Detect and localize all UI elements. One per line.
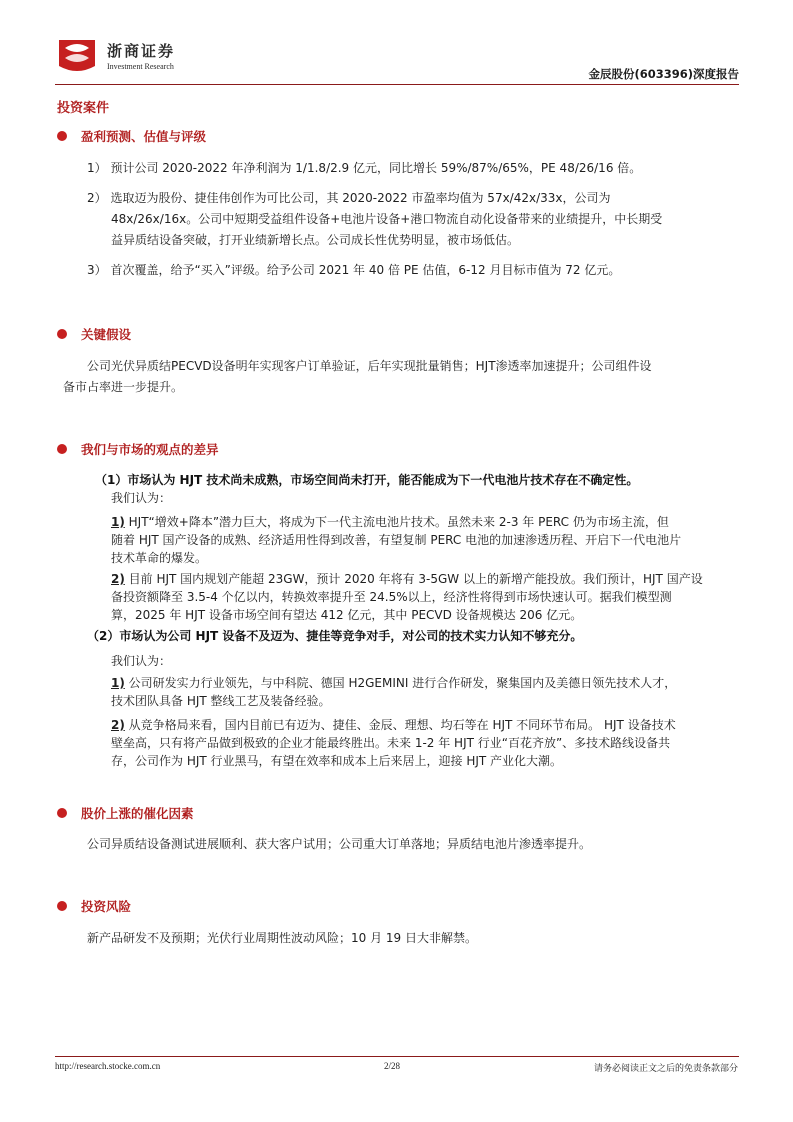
assumptions-heading	[57, 325, 131, 343]
earnings-item-2-line-2: 48x/26x/16x。公司中短期受益组件设备+电池片设备+港口物流自动化设备带来的业绩提升，中长期受	[111, 212, 663, 226]
view-1b-line-1: 2) 目前 HJT 国内规划产能超 23GW，预计 2020 年将有 3-5GW 以上的新增产能投放。我们预计，HJT 国产设	[111, 572, 703, 586]
view-2b-line-1: 2) 从竞争格局来看，国内目前已有迈为、捷佳、金辰、理想、均石等在 HJT 不同环节布局。 HJT 设备技术	[111, 718, 676, 732]
bullet-icon	[57, 901, 67, 911]
earnings-heading-text: 盈利预测、估值与评级	[81, 129, 207, 144]
bullet-icon	[57, 808, 67, 818]
logo-emblem-icon	[55, 36, 99, 76]
footer-divider	[55, 1056, 739, 1057]
assumptions-line-2: 备市占率进一步提升。	[63, 380, 184, 394]
earnings-heading	[57, 127, 206, 145]
page-header	[55, 34, 739, 84]
bullet-icon	[57, 444, 67, 454]
view-2a-line-1: 1) 公司研发实力行业领先，与中科院、德国 H2GEMINI 进行合作研发，聚集国内及美德日领先技术人才，	[111, 676, 677, 690]
catalysts-heading-text: 股价上涨的催化因素	[81, 806, 194, 821]
view-1b-line-3: 算，2025 年 HJT 设备市场空间有望达 412 亿元，其中 PECVD 设备规模达 206 亿元。	[111, 608, 583, 622]
assumptions-heading-text: 关键假设	[81, 327, 132, 342]
earnings-item-3: 3） 首次覆盖，给予“买入”评级。给予公司 2021 年 40 倍 PE 估值，6-12 月目标市值为 72 亿元。	[87, 263, 621, 277]
view-2b-number: 2)	[111, 718, 125, 732]
view-2b-line-3: 存，公司作为 HJT 行业黑马，有望在效率和成本上后来居上，迎接 HJT 产业化大潮。	[111, 754, 563, 768]
catalysts-line-1: 公司异质结设备测试进展顺利、获大客户试用；公司重大订单落地；异质结电池片渗透率提升。	[87, 837, 592, 851]
market-view-1: （1）市场认为 HJT 技术尚未成熟，市场空间尚未打开，能否能成为下一代电池片技术存在不确定性。	[95, 473, 639, 487]
logo-chinese-text: 浙商证券	[107, 42, 176, 60]
logo-english-text: Investment Research	[107, 62, 174, 71]
view-2a-number: 1)	[111, 676, 125, 690]
market-view-2: （2）市场认为公司 HJT 设备不及迈为、捷佳等竞争对手，对公司的技术实力认知不够充分。	[87, 629, 583, 643]
view-1b-line-2: 备投资额降至 3.5-4 个亿以内，转换效率提升至 24.5%以上，经济性将得到市场快速认可。据我们模型测	[111, 590, 672, 604]
risks-heading	[57, 897, 131, 915]
report-title: 金辰股份(603396)深度报告	[588, 67, 739, 81]
view-1a-line-3: 技术革命的爆发。	[111, 551, 208, 565]
risks-line-1: 新产品研发不及预期；光伏行业周期性波动风险；10 月 19 日大非解禁。	[87, 931, 477, 945]
footer-url[interactable]: http://research.stocke.com.cn	[55, 1061, 161, 1071]
section-title: 投资案件	[57, 101, 110, 116]
view-1a-number: 1)	[111, 515, 125, 529]
view-2a-line-2: 技术团队具备 HJT 整线工艺及装备经验。	[111, 694, 331, 708]
bullet-icon	[57, 131, 67, 141]
assumptions-line-1: 公司光伏异质结PECVD设备明年实现客户订单验证，后年实现批量销售；HJT渗透率加速提升；公司组件设	[87, 359, 652, 373]
header-divider	[55, 84, 739, 85]
page-number: 2/28	[384, 1061, 401, 1071]
our-view-label-2: 我们认为：	[111, 654, 172, 668]
broker-logo	[55, 34, 195, 78]
view-1a-line-1: 1) HJT“增效+降本”潜力巨大，将成为下一代主流电池片技术。虽然未来 2-3 年 PERC 仍为市场主流，但	[111, 515, 669, 529]
bullet-icon	[57, 329, 67, 339]
earnings-item-1: 1） 预计公司 2020-2022 年净利润为 1/1.8/2.9 亿元，同比增长 59%/87%/65%，PE 48/26/16 倍。	[87, 161, 642, 175]
disclaimer-note: 请务必阅读正文之后的免责条款部分	[593, 1064, 738, 1074]
view-1a-line-2: 随着 HJT 国产设备的成熟、经济适用性得到改善，有望复制 PERC 电池的加速渗透历程、开启下一代电池片	[111, 533, 682, 547]
differences-heading	[57, 440, 219, 458]
earnings-item-2-line-1: 2） 选取迈为股份、捷佳伟创作为可比公司，其 2020-2022 市盈率均值为 57x/42x/33x，公司为	[87, 191, 611, 205]
differences-heading-text: 我们与市场的观点的差异	[81, 442, 219, 457]
catalysts-heading	[57, 804, 194, 822]
earnings-item-2-line-3: 益异质结设备突破，打开业绩新增长点。公司成长性优势明显，被市场低估。	[111, 233, 520, 247]
view-2b-line-2: 壁垒高，只有将产品做到极致的企业才能最终胜出。未来 1-2 年 HJT 行业“百花齐放”、多技术路线设备共	[111, 736, 671, 750]
risks-heading-text: 投资风险	[81, 899, 132, 914]
view-1b-number: 2)	[111, 572, 125, 586]
our-view-label-1: 我们认为：	[111, 491, 172, 505]
